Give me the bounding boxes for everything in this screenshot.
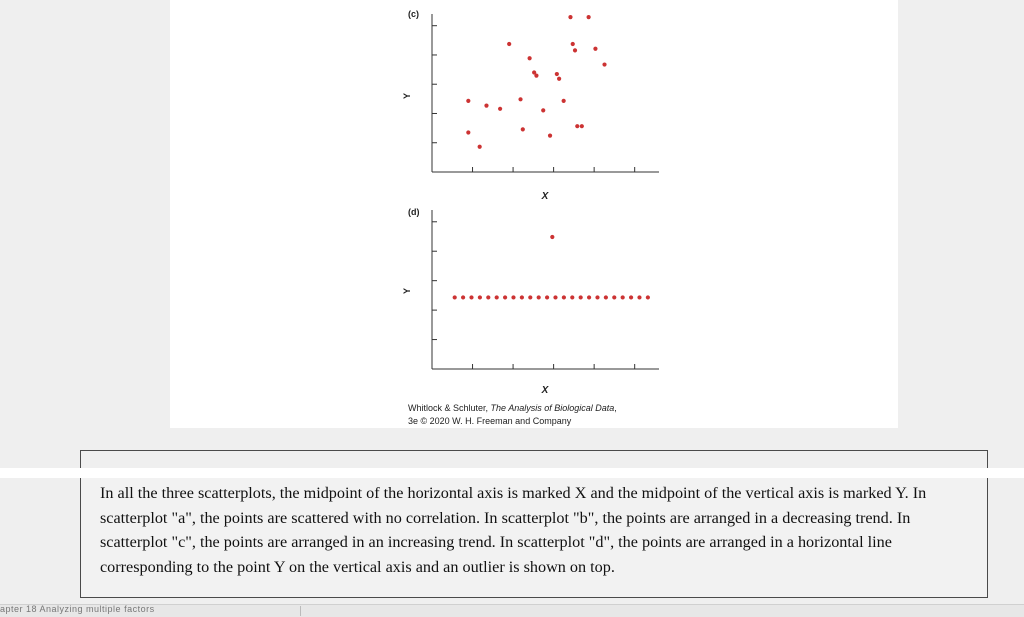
- credit-suffix: ,: [614, 403, 617, 413]
- chart-c-data-point: [568, 15, 572, 19]
- chart-c-x-label: X: [541, 191, 549, 202]
- chart-d-data-point: [537, 295, 541, 299]
- chart-d-data-point: [646, 295, 650, 299]
- chapter-footer-text[interactable]: apter 18 Analyzing multiple factors: [0, 604, 155, 614]
- chart-c-data-point: [587, 15, 591, 19]
- chart-d-data-point: [604, 295, 608, 299]
- chart-d-data-point: [495, 295, 499, 299]
- chart-c-data-point: [518, 97, 522, 101]
- chart-c-data-point: [478, 145, 482, 149]
- chart-d-data-point: [612, 295, 616, 299]
- chart-d-data-point: [562, 295, 566, 299]
- chart-c-data-point: [507, 42, 511, 46]
- chart-c-data-point: [521, 127, 525, 131]
- chart-d-data-point: [553, 295, 557, 299]
- chart-d-data-point: [511, 295, 515, 299]
- chart-d-data-point: [469, 295, 473, 299]
- chart-c-data-point: [557, 77, 561, 81]
- chart-d-data-point: [570, 295, 574, 299]
- chart-d-data-point: [478, 295, 482, 299]
- credit-prefix: Whitlock & Schluter,: [408, 403, 491, 413]
- chart-c-data-point: [575, 124, 579, 128]
- scatterplot-d: [402, 207, 659, 396]
- chart-c-data-point: [602, 62, 606, 66]
- chart-d-data-point: [629, 295, 633, 299]
- chart-c-data-point: [562, 99, 566, 103]
- chart-d-x-label: X: [541, 385, 549, 396]
- chart-c-data-point: [498, 107, 502, 111]
- chart-d-data-point: [520, 295, 524, 299]
- chart-d-data-point: [461, 295, 465, 299]
- chart-d-title: (d): [408, 207, 420, 217]
- chart-c-data-point: [466, 99, 470, 103]
- chart-d-y-label: Y: [402, 287, 412, 295]
- chart-c-data-point: [534, 74, 538, 78]
- chart-c-data-point: [593, 47, 597, 51]
- chart-d-data-point: [486, 295, 490, 299]
- chart-d-data-point: [637, 295, 641, 299]
- chart-d-data-point: [579, 295, 583, 299]
- chart-c-data-point: [484, 104, 488, 108]
- description-text: In all the three scatterplots, the midpoint of the horizontal axis is marked X and the midpoint of the vertical axis is marked Y. In scatterplot "a", the points are scattered with no correlation. In scatterplot "b", the points are arranged in a decreasing trend. In scatterplot "c", the points are arranged in an increasing trend. In scatterplot "d", the points are arranged in a horizontal line corresponding to the point Y on the vertical axis and an outlier is shown on top.: [100, 484, 927, 576]
- chart-d-data-point: [453, 295, 457, 299]
- chart-c-data-point: [541, 108, 545, 112]
- chart-d-data-point: [545, 295, 549, 299]
- separator-band: [0, 468, 1024, 478]
- chart-c-data-point: [555, 72, 559, 76]
- chart-c-data-point: [571, 42, 575, 46]
- chart-c-data-point: [573, 48, 577, 52]
- footer-divider: [300, 606, 301, 616]
- figure-credit-line2: 3e © 2020 W. H. Freeman and Company: [408, 416, 572, 426]
- chart-c-data-point: [580, 124, 584, 128]
- chart-d-data-point: [587, 295, 591, 299]
- chart-c-y-label: Y: [402, 92, 412, 100]
- chart-d-data-point: [503, 295, 507, 299]
- chart-c-data-point: [528, 56, 532, 60]
- chart-d-data-point: [550, 235, 554, 239]
- credit-title: The Analysis of Biological Data: [490, 403, 615, 413]
- chart-d-data-point: [621, 295, 625, 299]
- chart-c-data-point: [548, 134, 552, 138]
- chart-c-title: (c): [408, 9, 419, 19]
- chart-d-data-point: [595, 295, 599, 299]
- figure-svg: [170, 0, 898, 428]
- chart-c-data-point: [466, 130, 470, 134]
- chart-d-data-point: [528, 295, 532, 299]
- scatterplot-c: [402, 9, 659, 202]
- figure-card: [170, 0, 898, 428]
- figure-credit-line1: [408, 403, 617, 413]
